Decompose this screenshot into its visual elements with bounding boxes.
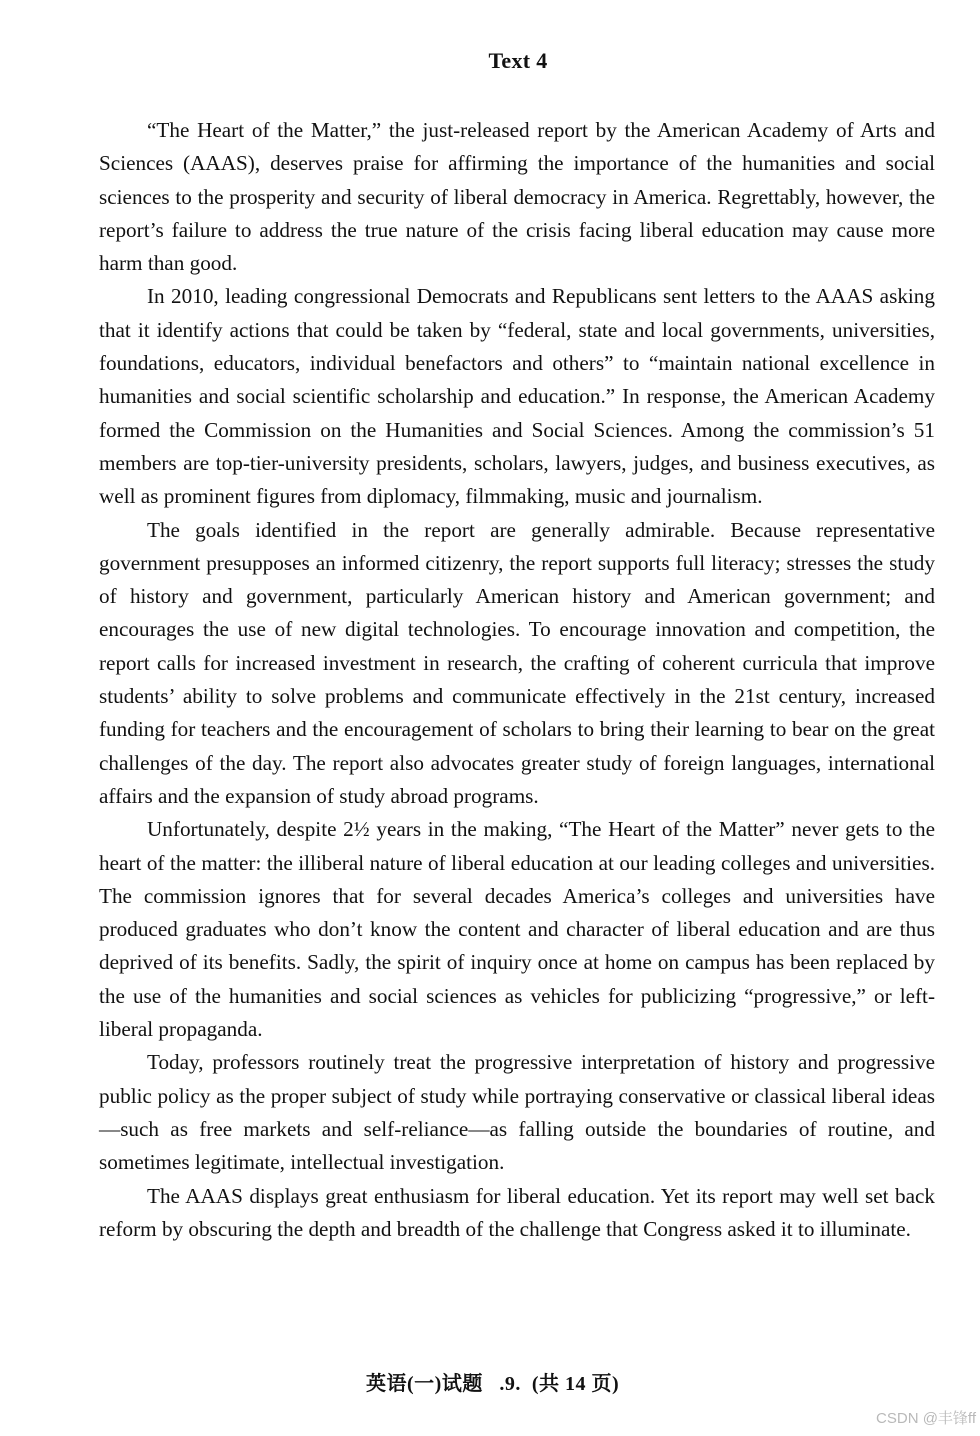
paragraph-1: “The Heart of the Matter,” the just-released report by the American Academy of Arts and Sciences (AAAS), deserves praise for affirming the importance of the humanities and social sciences to the prosperity and security of liberal democracy in America. Regrettably, however, the report’s failure to address the true nature of the crisis facing liberal education may cause more harm than good. — [99, 118, 935, 276]
paragraph-2: In 2010, leading congressional Democrats and Republicans sent letters to the AAAS asking that it identify actions that could be taken by “federal, state and local governments, universities, foundations, educators, individual benefactors and others” to “maintain national excellence in humanities and social scientific scholarship and education.” In response, the American Academy formed the Commission on the Humanities and Social Sciences. Among the commission’s 51 members are top-tier-university presidents, scholars, lawyers, judges, and business executives, as well as prominent figures from diplomacy, filmmaking, music and journalism. — [99, 284, 935, 509]
watermark: CSDN @丰锋ff — [876, 1410, 976, 1427]
passage-title: Text 4 — [488, 48, 548, 73]
paragraph-5: Today, professors routinely treat the progressive interpretation of history and progressive public policy as the proper subject of study while portraying conservative or classical liberal ideas—such as free markets and self-reliance—as falling outside the boundaries of routine, and sometimes legitimate, intellectual investigation. — [99, 1050, 935, 1175]
passage-body — [99, 114, 935, 1246]
page-footer: 英语(一)试题 .9. (共 14 页) — [366, 1373, 620, 1395]
paragraph-4: Unfortunately, despite 2½ years in the making, “The Heart of the Matter” never gets to the heart of the matter: the illiberal nature of liberal education at our leading colleges and universities. The commission ignores that for several decades America’s colleges and universities have produced graduates who don’t know the content and character of liberal education and are thus deprived of its benefits. Sadly, the spirit of inquiry once at home on campus has been replaced by the use of the humanities and social sciences as vehicles for publicizing “progressive,” or left-liberal propaganda. — [99, 817, 935, 1042]
paragraph-3: The goals identified in the report are generally admirable. Because representative government presupposes an informed citizenry, the report supports full literacy; stresses the study of history and government, particularly American history and American government; and encourages the use of new digital technologies. To encourage innovation and competition, the report calls for increased investment in research, the crafting of coherent curricula that improve students’ ability to solve problems and communicate effectively in the 21st century, increased funding for teachers and the encouragement of scholars to bring their learning to bear on the great challenges of the day. The report also advocates greater study of foreign languages, international affairs and the expansion of study abroad programs. — [99, 517, 935, 808]
paragraph-6: The AAAS displays great enthusiasm for liberal education. Yet its report may well set back reform by obscuring the depth and breadth of the challenge that Congress asked it to illuminate. — [99, 1183, 935, 1241]
